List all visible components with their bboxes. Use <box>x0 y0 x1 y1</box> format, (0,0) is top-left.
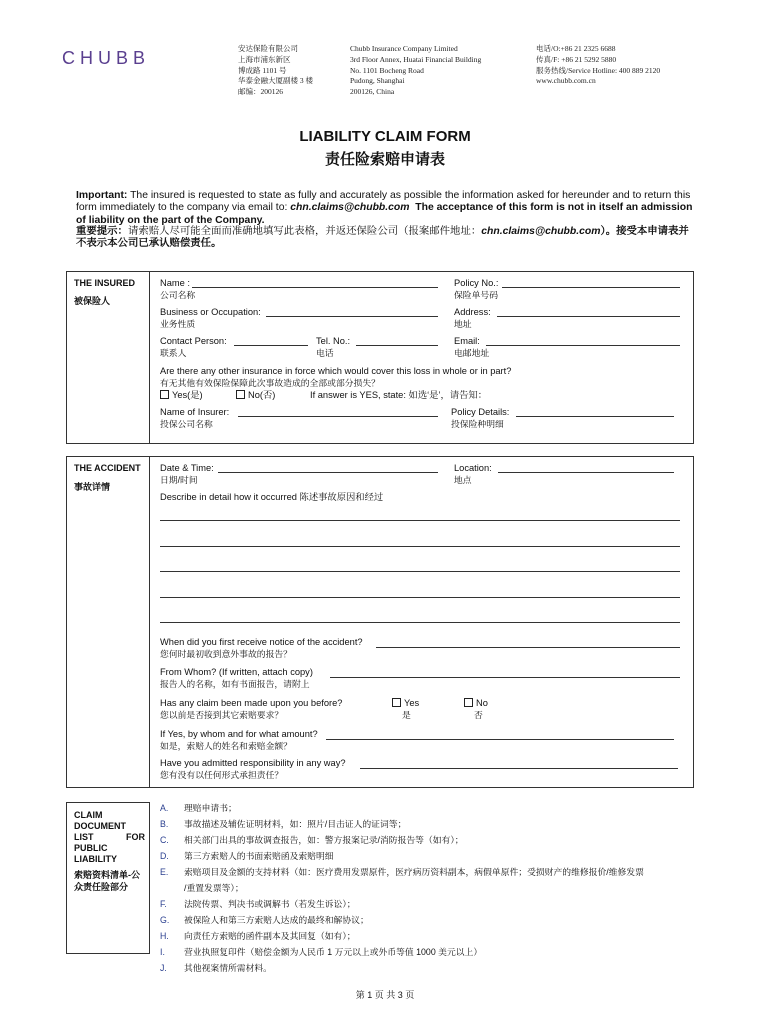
other-insurance-question: Are there any other insurance in force which would cover this loss in whole or in part? 有无其他有效保险保障此次事故造成的全部或部分损失？ <box>160 366 512 388</box>
if-yes-note: If answer is YES, state: 如选‘是’，请告知： <box>310 390 488 400</box>
address-field[interactable] <box>497 316 680 317</box>
claims-email-cn: chn.claims@chubb.com <box>481 226 601 237</box>
accident-label: THE ACCIDENT <box>74 463 141 473</box>
docs-label-line: FOR <box>126 832 145 842</box>
location-label: Location: 地点 <box>454 463 492 485</box>
other-insurance-no[interactable]: No(否) <box>236 390 275 402</box>
important-text-cn: 请索赔人尽可能全面而准确地填写此表格，并返还保险公司（报案邮件地址： <box>127 226 482 237</box>
describe-line[interactable] <box>160 520 680 521</box>
cn-address-line: 邮编：200126 <box>238 87 283 97</box>
docs-label-line: PUBLIC <box>74 843 108 853</box>
en-address-block <box>350 44 481 98</box>
name-field-label: Name : 公司名称 <box>160 278 196 300</box>
describe-line[interactable] <box>160 622 680 623</box>
other-insurance-yes[interactable]: Yes(是) <box>160 390 203 402</box>
important-notice-cn <box>76 226 696 251</box>
yes-checkbox[interactable] <box>160 390 169 399</box>
en-address-line: Pudong, Shanghai <box>350 76 405 86</box>
contact-line: 电话/O:+86 21 2325 6688 <box>536 44 616 53</box>
address-label: Address: 地址 <box>454 307 491 329</box>
contact-line: 传真/F: +86 21 5292 5880 <box>536 54 617 64</box>
no-checkbox[interactable] <box>464 698 473 707</box>
business-field[interactable] <box>266 316 438 317</box>
describe-label: Describe in detail how it occurred 陈述事故原因和经过 <box>160 492 384 502</box>
amount-field[interactable] <box>326 739 674 740</box>
policy-no-label: Policy No.: 保险单号码 <box>454 278 499 300</box>
important-label: Important: <box>76 190 128 201</box>
form-title-cn: 责任险索赔申请表 <box>324 151 445 168</box>
policy-details-label: Policy Details: 投保险种明细 <box>451 407 510 429</box>
email-field[interactable] <box>486 345 680 346</box>
claim-before-yes[interactable]: Yes 是 <box>392 698 419 721</box>
accident-label-cell <box>66 456 150 788</box>
acceptance-text-cn: ）。接受本申请表并不表示本公司已承认赔偿责任。 <box>76 226 689 250</box>
admitted-question: Have you admitted responsibility in any way? 您有没有以任何形式承担责任？ <box>160 758 346 780</box>
important-label-cn: 重要提示： <box>76 226 128 237</box>
contact-line: www.chubb.com.cn <box>536 76 596 86</box>
insured-label-cn: 被保险人 <box>74 296 111 306</box>
cn-address-line: 上海市浦东新区 <box>238 54 291 64</box>
claim-before-no[interactable]: No 否 <box>464 698 488 721</box>
notice-field[interactable] <box>376 647 680 648</box>
cn-address-line: 博成路 1101 号 <box>238 65 287 75</box>
amount-question: If Yes, by whom and for what amount? 如是，索赔人的姓名和索赔金额？ <box>160 729 318 751</box>
docs-label-line: DOCUMENT <box>74 821 126 831</box>
describe-line[interactable] <box>160 597 680 598</box>
claim-before-question: Has any claim been made upon you before? 您以前是否接到其它索赔要求？ <box>160 698 343 720</box>
en-address-line: No. 1101 Bocheng Road <box>350 65 424 75</box>
insured-label: THE INSURED <box>74 278 136 288</box>
tel-label: Tel. No.: 电话 <box>316 336 351 358</box>
describe-line[interactable] <box>160 546 680 547</box>
from-whom-question: From Whom? (If written, attach copy) 报告人的名称，如有书面报告，请附上 <box>160 667 313 689</box>
contact-line: 服务热线/Service Hotline: 400 889 2120 <box>536 65 661 75</box>
claims-email: chn.claims@chubb.com <box>290 202 410 214</box>
en-address-line: 3rd Floor Annex, Huatai Financial Building <box>350 54 482 64</box>
en-address-line: Chubb Insurance Company Limited <box>350 44 458 53</box>
important-text: The insured is requested to state as fully and accurately as possible the information asked for hereunder and to return this form immediately to the company via email to: <box>76 190 691 214</box>
cn-address-line: 安达保险有限公司 <box>238 44 298 53</box>
insurer-field[interactable] <box>238 416 438 417</box>
describe-line[interactable] <box>160 571 680 572</box>
docs-label-cn-line: 索赔资料清单-公 <box>74 870 140 880</box>
policy-details-field[interactable] <box>516 416 674 417</box>
business-label: Business or Occupation: 业务性质 <box>160 307 261 329</box>
form-title-en: LIABILITY CLAIM FORM <box>299 128 471 145</box>
en-address-line: 200126, China <box>350 87 395 97</box>
no-checkbox[interactable] <box>236 390 245 399</box>
admitted-field[interactable] <box>360 768 678 769</box>
docs-label-line: CLAIM <box>74 810 103 820</box>
policy-no-field[interactable] <box>502 287 680 288</box>
tel-field[interactable] <box>356 345 438 346</box>
cn-address-line: 华泰金融大厦副楼 3 楼 <box>238 76 313 86</box>
docs-label-cn-line: 众责任险部分 <box>74 882 129 892</box>
date-time-field[interactable] <box>218 472 438 473</box>
location-field[interactable] <box>498 472 674 473</box>
important-notice <box>76 190 696 227</box>
insurer-label: Name of Insurer: 投保公司名称 <box>160 407 230 429</box>
date-time-label: Date & Time: 日期/时间 <box>160 463 214 485</box>
accident-label-cn: 事故详情 <box>74 482 111 492</box>
chubb-logo: CHUBB <box>62 48 151 68</box>
email-label: Email: 电邮地址 <box>454 336 490 358</box>
page-number: 第 1 页 共 3 页 <box>355 990 415 1000</box>
notice-question: When did you first receive notice of the accident? 您何时最初收到意外事故的报告？ <box>160 637 363 659</box>
contact-block <box>536 44 660 87</box>
docs-label-line: LIABILITY <box>74 854 117 864</box>
cn-address-block <box>238 44 313 98</box>
name-field[interactable] <box>192 287 438 288</box>
docs-label-line: LIST <box>74 832 94 842</box>
contact-person-label: Contact Person: 联系人 <box>160 336 227 358</box>
contact-person-field[interactable] <box>234 345 308 346</box>
from-whom-field[interactable] <box>330 677 680 678</box>
yes-checkbox[interactable] <box>392 698 401 707</box>
acceptance-text: The acceptance of this form is not in itself an admission of liability on the part of the Company. <box>76 202 693 226</box>
